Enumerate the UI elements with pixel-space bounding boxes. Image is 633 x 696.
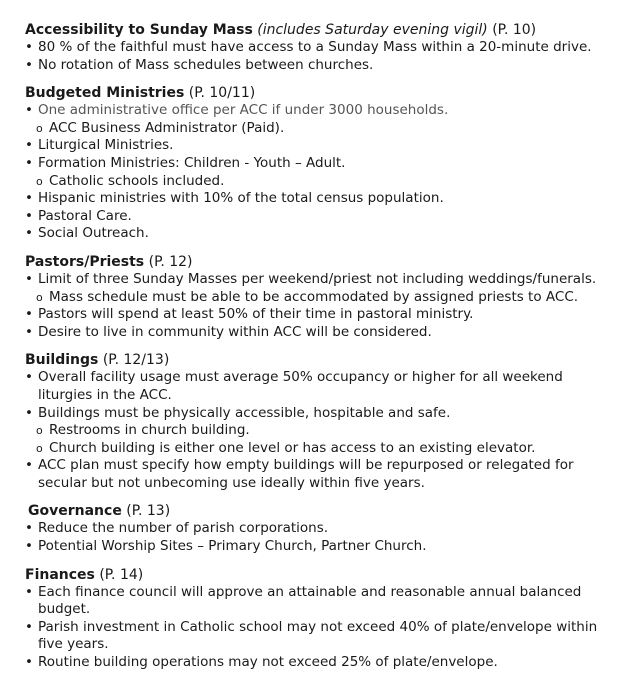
- item-text: Social Outreach.: [38, 225, 149, 242]
- item-text: Catholic schools included.: [49, 172, 225, 189]
- bullet-icon: •: [25, 270, 33, 287]
- bullet-icon: •: [25, 306, 33, 323]
- bullet-item: [25, 405, 608, 423]
- bullet-icon: •: [25, 137, 33, 154]
- item-text: Liturgical Ministries.: [38, 137, 174, 154]
- bullet-icon: •: [25, 207, 33, 224]
- bullet-item: [25, 190, 608, 208]
- bullet-item: [25, 619, 608, 654]
- bullet-icon: •: [25, 323, 33, 340]
- sub-bullet-item: [25, 440, 609, 458]
- bullet-icon: •: [25, 225, 33, 242]
- bullet-item: [25, 324, 608, 342]
- sub-bullet-item: [25, 173, 609, 191]
- bullet-item: [25, 102, 608, 120]
- section-heading: [25, 21, 633, 39]
- bullet-item: [25, 155, 608, 173]
- bullet-icon: •: [25, 520, 33, 537]
- section-buildings: [25, 351, 633, 492]
- page-reference: (P. 10/11): [188, 85, 256, 102]
- bullet-icon: •: [25, 154, 33, 171]
- item-text: Mass schedule must be able to be accommodated by assigned priests to ACC.: [49, 288, 579, 305]
- item-text: Parish investment in Catholic school may not exceed 40% of plate/envelope within five years.: [38, 618, 598, 653]
- item-text: 80 % of the faithful must have access to a Sunday Mass within a 20-minute drive.: [38, 39, 592, 55]
- section-title: Governance: [28, 503, 122, 520]
- item-text: Reduce the number of parish corporations.: [38, 520, 329, 537]
- item-text: Limit of three Sunday Masses per weekend/priest not including weddings/funerals.: [38, 270, 597, 287]
- bullet-icon: •: [25, 457, 33, 474]
- section-accessibility-to-sunday-mass: [25, 21, 633, 74]
- bullet-icon: •: [25, 654, 33, 671]
- item-text: Each finance council will approve an attainable and reasonable annual balanced budget.: [38, 583, 582, 618]
- bullet-item: [25, 584, 608, 619]
- section-title: Budgeted Ministries: [25, 85, 185, 102]
- page-reference: (P. 13): [126, 503, 171, 520]
- section-heading: [25, 351, 633, 369]
- sub-bullet-item: [25, 422, 609, 440]
- bullet-item: [25, 225, 608, 243]
- bullet-item: [25, 57, 608, 75]
- bullet-item: [25, 208, 608, 226]
- item-text: No rotation of Mass schedules between churches.: [38, 56, 374, 73]
- sub-bullet-item: [25, 289, 609, 307]
- item-text: Pastors will spend at least 50% of their time in pastoral ministry.: [38, 306, 474, 323]
- bullet-icon: •: [25, 404, 33, 421]
- section-budgeted-ministries: [25, 84, 633, 243]
- section-note: (includes Saturday evening vigil): [257, 22, 488, 38]
- item-text: One administrative office per ACC if under 3000 households.: [38, 102, 449, 119]
- bullet-icon: •: [25, 56, 33, 73]
- bullet-item: [25, 369, 608, 404]
- item-text: Potential Worship Sites – Primary Church, Partner Church.: [38, 538, 427, 555]
- bullet-icon: •: [25, 102, 33, 119]
- bullet-icon: •: [25, 538, 33, 555]
- bullet-item: [25, 457, 608, 492]
- bullet-item: [25, 137, 608, 155]
- hollow-bullet-icon: o: [36, 121, 43, 135]
- item-text: Routine building operations may not exceed 25% of plate/envelope.: [38, 654, 498, 671]
- item-text: Pastoral Care.: [38, 207, 132, 224]
- item-text: Restrooms in church building.: [49, 422, 250, 439]
- bullet-icon: •: [25, 39, 33, 55]
- section-title: Buildings: [25, 352, 99, 369]
- bullet-item: [25, 39, 608, 57]
- item-text: Church building is either one level or has access to an existing elevator.: [49, 439, 536, 456]
- item-text: Desire to live in community within ACC will be considered.: [38, 323, 432, 340]
- item-text: ACC Business Administrator (Paid).: [49, 119, 285, 136]
- bullet-item: [25, 538, 608, 556]
- section-finances: [25, 566, 633, 672]
- section-heading: [25, 502, 633, 520]
- bullet-item: [25, 306, 608, 324]
- section-heading: [25, 84, 633, 102]
- section-title: Pastors/Priests: [25, 253, 145, 270]
- page-reference: (P. 14): [99, 566, 144, 583]
- section-governance: [25, 502, 633, 555]
- bullet-icon: •: [25, 369, 33, 386]
- bullet-icon: •: [25, 583, 33, 600]
- section-pastors-priests: [25, 253, 633, 341]
- bullet-item: [25, 654, 608, 672]
- page-reference: (P. 12/13): [102, 352, 170, 369]
- section-heading: [25, 253, 633, 271]
- page-reference: (P. 12): [148, 253, 193, 270]
- hollow-bullet-icon: o: [36, 441, 43, 455]
- section-title: Finances: [25, 566, 95, 583]
- item-text: ACC plan must specify how empty buildings will be repurposed or relegated for secular but not unbecoming use ideally within five years.: [38, 457, 574, 491]
- bullet-item: [25, 520, 608, 538]
- hollow-bullet-icon: o: [36, 174, 43, 188]
- section-heading: [25, 566, 633, 584]
- item-text: Buildings must be physically accessible, hospitable and safe.: [38, 404, 451, 421]
- item-text: Overall facility usage must average 50% occupancy or higher for all weekend liturgies in the ACC.: [38, 369, 563, 403]
- item-text: Formation Ministries: Children - Youth – Adult.: [38, 154, 346, 171]
- sub-bullet-item: [25, 120, 609, 138]
- bullet-icon: •: [25, 618, 33, 635]
- hollow-bullet-icon: o: [36, 290, 43, 304]
- section-title: Accessibility to Sunday Mass: [25, 22, 253, 38]
- bullet-item: [25, 271, 608, 289]
- bullet-icon: •: [25, 190, 33, 207]
- page-reference: (P. 10): [492, 22, 537, 38]
- item-text: Hispanic ministries with 10% of the total census population.: [38, 190, 444, 207]
- hollow-bullet-icon: o: [36, 424, 43, 438]
